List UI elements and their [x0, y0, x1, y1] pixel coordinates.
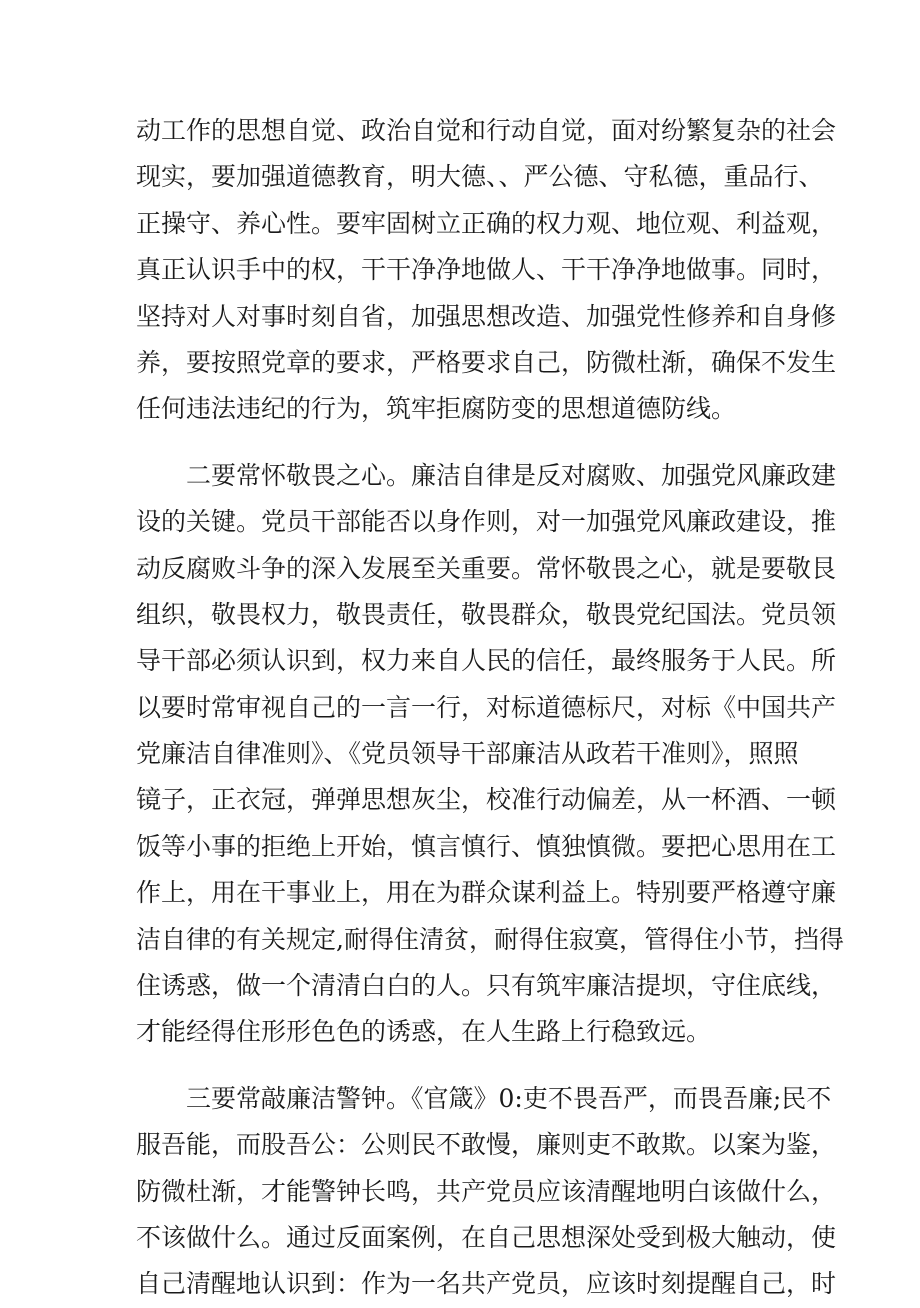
text-line: 任何违法违纪的行为，筑牢拒腐防变的思想道德防线。	[136, 394, 737, 424]
text-line: 二要常怀敬畏之心。廉洁自律是反对腐败、加强党风廉政建	[186, 460, 837, 490]
text-line: 真正认识手中的权，干干净净地做人、干干净净地做事。同时，	[136, 255, 837, 285]
text-line: 不该做什么。通过反面案例，在自己思想深处受到极大触动，使	[136, 1222, 837, 1252]
text-line: 服吾能，而股吾公：公则民不敢慢，廉则吏不敢欺。以案为鉴，	[136, 1130, 837, 1160]
text-line: 坚持对人对事时刻自省，加强思想改造、加强党性修养和自身修	[136, 301, 837, 331]
text-line: 防微杜渐，才能警钟长鸣，共产党员应该清醒地明白该做什么，	[136, 1176, 837, 1206]
text-line: 组织，敬畏权力，敬畏责任，敬畏群众，敬畏党纪国法。党员领	[136, 599, 837, 629]
text-line: 以要时常审视自己的一言一行，对标道德标尺，对标《中国共产	[136, 692, 837, 722]
text-line: 作上，用在干事业上，用在为群众谋利益上。特别要严格遵守廉	[136, 878, 837, 908]
text-line: 设的关键。党员干部能否以身作则，对一加强党风廉政建设，推	[136, 507, 837, 537]
text-line: 养，要按照党章的要求，严格要求自己，防微杜渐，确保不发生	[136, 347, 837, 377]
text-line: 导干部必须认识到，权力来自人民的信任，最终服务于人民。所	[136, 646, 837, 676]
text-line: 党廉洁自律准则》、《党员领导干部廉洁从政若干准则》，照照	[136, 739, 799, 769]
paragraph-gap	[136, 433, 796, 453]
paragraph-gap	[136, 1056, 796, 1076]
text-line: 动反腐败斗争的深入发展至关重要。常怀敬畏之心，就是要敬艮	[136, 553, 837, 583]
text-line: 动工作的思想自觉、政治自觉和行动自觉，面对纷繁复杂的社会	[136, 116, 837, 145]
document-body	[136, 108, 844, 1308]
text-line: 正操守、养心性。要牢固树立正确的权力观、地位观、利益观，	[136, 208, 837, 238]
text-line: 自己清醒地认识到：作为一名共产党员，应该时刻提醒自己，时	[136, 1269, 837, 1299]
text-line: 才能经得住形形色色的诱惑，在人生路上行稳致远。	[136, 1017, 712, 1047]
text-line: 现实，要加强道德教育，明大德、、严公德、守私德，重品行、	[136, 162, 824, 192]
paragraph-2	[136, 453, 844, 1056]
text-line: 洁自律的有关规定,耐得住清贫，耐得住寂寞，管得住小节，挡得	[136, 924, 844, 954]
text-line: 镜子，正衣冠，弹弹思想灰尘，校准行动偏差，从一杯酒、一顿	[136, 785, 837, 815]
text-line: 住诱惑，做一个清清白白的人。只有筑牢廉洁提坝，守住底线，	[136, 971, 837, 1001]
text-line: 饭等小事的拒绝上开始，慎言慎行、慎独慎微。要把心思用在工	[136, 831, 837, 861]
paragraph-3	[136, 1076, 837, 1308]
paragraph-1	[136, 108, 837, 433]
text-line: 三要常敲廉洁警钟。《官箴》0:吏不畏吾严，而畏吾廉;民不	[186, 1083, 832, 1113]
